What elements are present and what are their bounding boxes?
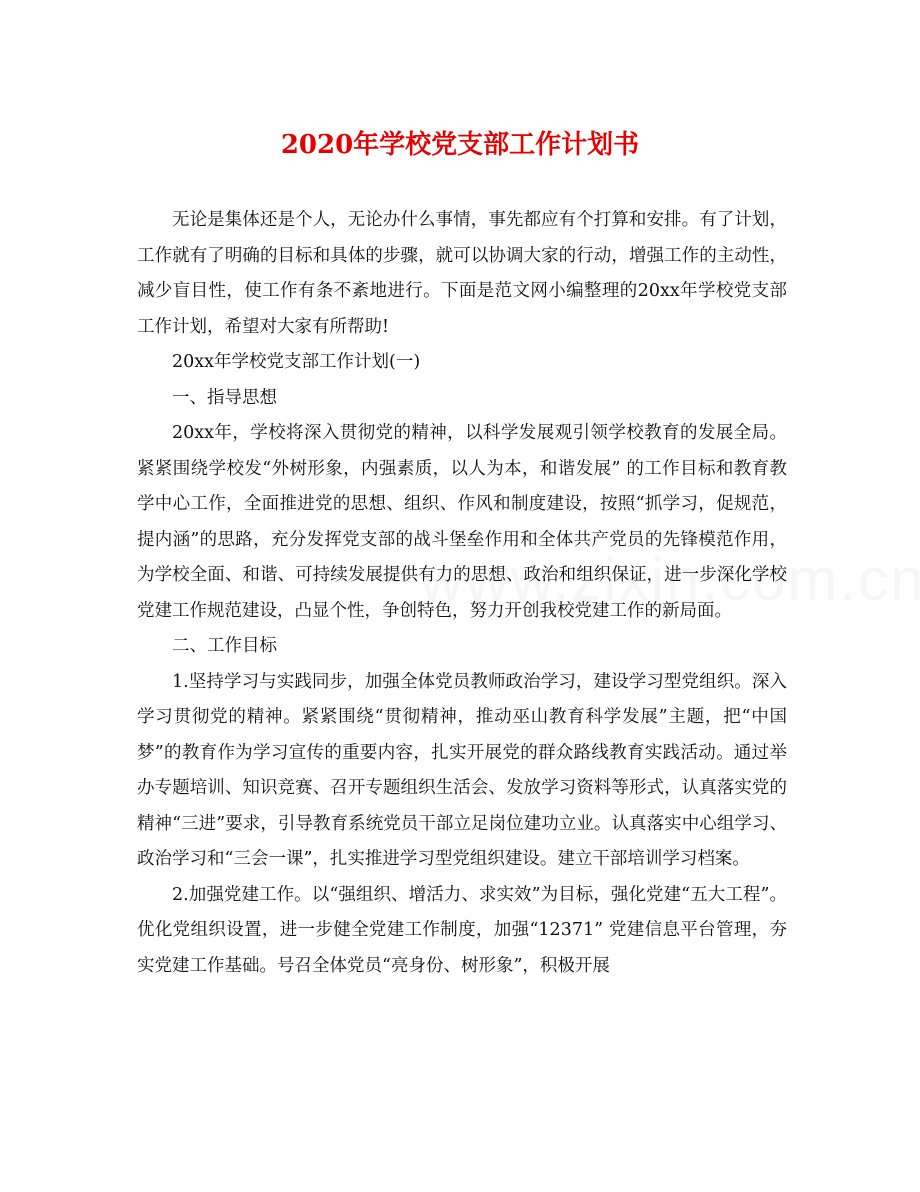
section-heading-guiding-ideology: 一、指导思想 — [172, 387, 277, 408]
intro-paragraph: 无论是集体还是个人，无论办什么事情，事先都应有个打算和安排。有了计划，工作就有了明确的目标和具体的步骤，就可以协调大家的行动，增强工作的主动性，减少盲目性，使工作有条不紊地进行。下面是范文网小编整理的20xx年学校党支部工作计划，希望对大家有所帮助! — [137, 210, 787, 337]
goal-2-paragraph: 2.加强党建工作。以“强组织、增活力、求实效”为目标，强化党建“五大工程”。优化党组织设置，进一步健全党建工作制度，加强“12371” 党建信息平台管理，夯实党建工作基础。号召全体党员“亮身份、树形象”，积极开展 — [137, 884, 787, 976]
goal-1-paragraph: 1.坚持学习与实践同步，加强全体党员教师政治学习，建设学习型党组织。深入学习贯彻党的精神。紧紧围绕“贯彻精神，推动巫山教育科学发展”主题，把“中国梦”的教育作为学习宣传的重要内容，扎实开展党的群众路线教育实践活动。通过举办专题培训、知识竞赛、召开专题组织生活会、发放学习资料等形式，认真落实党的精神“三进”要求，引导教育系统党员干部立足岗位建功立业。认真落实中心组学习、政治学习和“三会一课”，扎实推进学习型党组织建设。建立干部培训学习档案。 — [137, 671, 787, 869]
plan-subtitle: 20xx年学校党支部工作计划(一) — [172, 352, 421, 372]
section-heading-work-goals: 二、工作目标 — [172, 636, 277, 656]
document-body — [137, 203, 787, 984]
document-title: 2020年学校党支部工作计划书 — [280, 130, 640, 160]
guiding-ideology-paragraph: 20xx年，学校将深入贯彻党的精神，以科学发展观引领学校教育的发展全局。紧紧围绕学校发“外树形象，内强素质，以人为本，和谐发展” 的工作目标和教育教学中心工作，全面推进党的思想、组织、作风和制度建设，按照“抓学习，促规范，提内涵”的思路，充分发挥党支部的战斗堡垒作用和全体共产党员的先锋模范作用，为学校全面、和谐、可持续发展提供有力的思想、政治和组织保证，进一步深化学校党建工作规范建设，凸显个性，争创特色，努力开创我校党建工作的新局面。 — [137, 423, 787, 621]
